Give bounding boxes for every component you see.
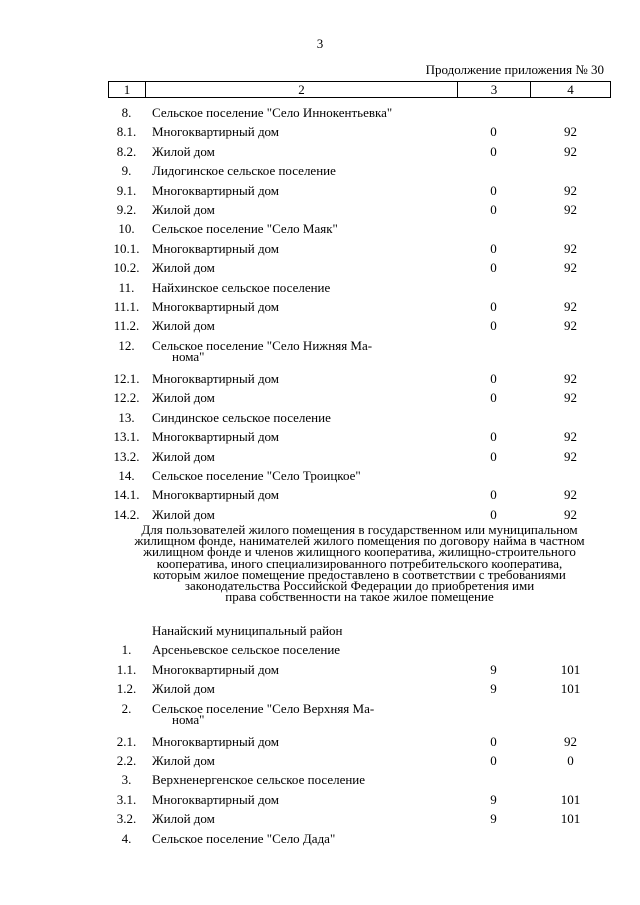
appendix-continuation-label: Продолжение приложения № 30 — [425, 62, 604, 77]
note-line: законодательства Российской Федерации до приобретения ими — [184, 578, 535, 594]
row-value-col4: 92 — [564, 299, 577, 315]
row-value-col3 — [457, 219, 530, 238]
row-value-col3: 9 — [490, 681, 497, 697]
row-name-line: Сельское поселение "Село Дада" — [152, 830, 336, 846]
row-name — [145, 427, 457, 446]
row-name-line: Многоквартирный дом — [152, 124, 280, 140]
row-value-col3: 0 — [490, 733, 497, 749]
row-name — [145, 200, 457, 219]
row-name-line: Многоквартирный дом — [152, 733, 280, 749]
row-value-col3: 0 — [490, 390, 497, 406]
note-line: Для пользователей жилого помещения в государственном или муниципальном — [141, 522, 578, 537]
row-number: 8.1. — [116, 124, 137, 140]
table-row — [108, 181, 611, 200]
row-value-col4 — [530, 408, 611, 427]
row-number: 8.2. — [116, 143, 137, 159]
table-row — [108, 790, 611, 809]
row-number: 2.1. — [116, 733, 137, 749]
row-name-line: Лидогинское сельское поселение — [152, 163, 336, 179]
row-value-col4: 92 — [564, 182, 577, 198]
row-value-col3 — [457, 161, 530, 180]
row-value-col4 — [530, 219, 611, 238]
row-value-col4: 92 — [564, 143, 577, 159]
row-value-col4: 92 — [564, 506, 577, 522]
row-name — [145, 447, 457, 466]
column-header-2: 2 — [146, 82, 458, 97]
row-value-col4 — [530, 336, 611, 369]
row-value-col4: 101 — [560, 811, 581, 827]
column-header-4: 4 — [567, 82, 574, 97]
row-number: 10.2. — [113, 260, 140, 276]
row-number: 13.2. — [113, 448, 140, 464]
row-value-col3: 0 — [490, 299, 497, 315]
row-name-line: Верхненергенское сельское поселение — [152, 772, 366, 788]
table-row — [108, 751, 611, 770]
row-value-col3: 0 — [490, 370, 497, 386]
row-number: 9.2. — [116, 202, 137, 218]
row-value-col3: 0 — [490, 202, 497, 218]
row-name — [145, 790, 457, 809]
row-value-col3 — [457, 640, 530, 659]
row-name — [145, 278, 457, 297]
row-name — [145, 336, 457, 369]
row-number: 13.1. — [113, 429, 140, 445]
row-name-line: Сельское поселение "Село Маяк" — [152, 221, 338, 237]
row-value-col3 — [457, 103, 530, 122]
row-value-col3: 0 — [490, 429, 497, 445]
table-row — [108, 621, 611, 640]
row-name — [145, 122, 457, 141]
table-row — [108, 278, 611, 297]
row-value-col3 — [457, 699, 530, 732]
row-value-col4 — [530, 103, 611, 122]
table-row — [108, 258, 611, 277]
table-row — [108, 219, 611, 238]
row-number: 3.2. — [116, 811, 137, 827]
row-value-col3 — [457, 770, 530, 789]
row-value-col3: 0 — [490, 143, 497, 159]
note-line: которым жилое помещение предоставлено в соответствии с требованиями — [153, 566, 566, 582]
row-name-line: Многоквартирный дом — [152, 791, 280, 807]
row-number: 4. — [121, 830, 132, 846]
row-name — [145, 732, 457, 751]
row-value-col3: 0 — [490, 240, 497, 256]
row-name-line: Многоквартирный дом — [152, 240, 280, 256]
row-value-col3: 0 — [490, 260, 497, 276]
row-number: 3.1. — [116, 791, 137, 807]
row-number: 11.2. — [113, 318, 140, 334]
note-line: жилищном фонде, нанимателей жилого помещения по договору найма в частном — [134, 533, 585, 549]
row-name-line: Жилой дом — [152, 143, 215, 159]
row-name-line: Жилой дом — [152, 448, 215, 464]
table-header-row — [108, 81, 611, 98]
row-name-line: Многоквартирный дом — [152, 370, 280, 386]
table-row — [108, 388, 611, 407]
table-row — [108, 122, 611, 141]
table-row — [108, 369, 611, 388]
row-number: 13. — [118, 409, 135, 425]
table-body-bottom — [108, 621, 611, 848]
row-value-col4 — [530, 829, 611, 848]
row-name-line-continued: нома" — [172, 349, 205, 365]
row-name-line: Многоквартирный дом — [152, 429, 280, 445]
row-value-col3: 9 — [490, 811, 497, 827]
row-value-col3: 0 — [490, 182, 497, 198]
tariff-group-note — [108, 522, 611, 605]
row-value-col4: 101 — [560, 681, 581, 697]
row-value-col4: 92 — [564, 370, 577, 386]
table-row — [108, 103, 611, 122]
row-name-line: Жилой дом — [152, 260, 215, 276]
row-number: 11.1. — [113, 299, 140, 315]
row-value-col4: 92 — [564, 240, 577, 256]
table-row — [108, 427, 611, 446]
row-value-col3 — [457, 278, 530, 297]
row-name — [145, 466, 457, 485]
row-name-line: Многоквартирный дом — [152, 182, 280, 198]
row-number: 14.1. — [113, 487, 140, 503]
table-row — [108, 297, 611, 316]
row-name — [145, 142, 457, 161]
row-name — [145, 316, 457, 335]
row-name — [145, 699, 457, 732]
row-value-col4: 101 — [560, 791, 581, 807]
row-name — [145, 408, 457, 427]
row-number: 14.2. — [113, 506, 140, 522]
table-row — [108, 770, 611, 789]
row-name-line: Нанайский муниципальный район — [152, 623, 343, 638]
table-row — [108, 485, 611, 504]
table-row — [108, 336, 611, 369]
row-value-col4: 92 — [564, 448, 577, 464]
row-name-line: Жилой дом — [152, 390, 215, 406]
row-number: 1.2. — [116, 681, 137, 697]
row-name-line-continued: нома" — [172, 712, 205, 728]
table-row — [108, 239, 611, 258]
table-row — [108, 809, 611, 828]
row-value-col4 — [530, 699, 611, 732]
row-number: 1. — [121, 642, 132, 658]
row-value-col4: 92 — [564, 124, 577, 140]
row-value-col3 — [457, 621, 530, 640]
table-row — [108, 408, 611, 427]
row-name — [145, 369, 457, 388]
row-value-col4: 92 — [564, 260, 577, 276]
table-row — [108, 200, 611, 219]
row-name — [145, 161, 457, 180]
row-name-line: Сельское поселение "Село Верхняя Ма- — [152, 700, 375, 716]
row-number: 10. — [118, 221, 135, 237]
row-value-col3 — [457, 336, 530, 369]
row-value-col3: 0 — [490, 448, 497, 464]
row-name — [145, 829, 457, 848]
note-line: права собственности на такое жилое помещение — [225, 589, 494, 605]
table-row — [108, 161, 611, 180]
row-name-line: Жилой дом — [152, 681, 215, 697]
table-row — [108, 640, 611, 659]
row-value-col4: 92 — [564, 429, 577, 445]
row-name — [145, 621, 457, 640]
row-value-col4 — [530, 621, 611, 640]
row-value-col3: 0 — [490, 506, 497, 522]
row-value-col4: 101 — [560, 661, 581, 677]
row-name-line: Многоквартирный дом — [152, 487, 280, 503]
row-name-line: Сельское поселение "Село Нижняя Ма- — [152, 337, 373, 353]
row-value-col3: 0 — [490, 318, 497, 334]
row-number: 1.1. — [116, 661, 137, 677]
table-body-top — [108, 103, 611, 524]
row-name — [145, 103, 457, 122]
row-value-col4 — [530, 161, 611, 180]
row-name — [145, 239, 457, 258]
row-value-col4: 92 — [564, 318, 577, 334]
row-name-line: Синдинское сельское поселение — [152, 409, 331, 425]
row-name-line: Многоквартирный дом — [152, 661, 280, 677]
row-value-col4 — [530, 640, 611, 659]
row-name — [145, 640, 457, 659]
row-value-col4: 0 — [567, 753, 574, 769]
row-name — [145, 809, 457, 828]
row-value-col3 — [457, 829, 530, 848]
note-line: кооператива, иного специализированного потребительского кооператива, — [156, 555, 563, 571]
row-value-col3 — [457, 408, 530, 427]
table-row — [108, 466, 611, 485]
column-header-1: 1 — [109, 82, 146, 97]
row-value-col3: 0 — [490, 487, 497, 503]
row-number: 9.1. — [116, 182, 137, 198]
row-name-line: Сельское поселение "Село Иннокентьевка" — [152, 105, 393, 120]
row-value-col3: 9 — [490, 661, 497, 677]
row-name — [145, 770, 457, 789]
row-number: 10.1. — [113, 240, 140, 256]
row-value-col4: 92 — [564, 487, 577, 503]
row-name — [145, 219, 457, 238]
table-row — [108, 660, 611, 679]
row-number — [108, 621, 145, 640]
row-name — [145, 660, 457, 679]
row-number: 12.2. — [113, 390, 140, 406]
row-value-col4: 92 — [564, 202, 577, 218]
row-name-line: Многоквартирный дом — [152, 299, 280, 315]
row-number: 12. — [118, 337, 135, 353]
row-name — [145, 751, 457, 770]
table-row — [108, 316, 611, 335]
row-value-col3 — [457, 466, 530, 485]
table-row — [108, 732, 611, 751]
table-row — [108, 679, 611, 698]
row-name-line: Жилой дом — [152, 506, 215, 522]
column-header-3: 3 — [458, 82, 531, 97]
row-name-line: Жилой дом — [152, 318, 215, 334]
row-value-col4: 92 — [564, 390, 577, 406]
row-value-col4 — [530, 278, 611, 297]
note-line: жилищном фонде и членов жилищного кооператива, жилищно-строительного — [143, 544, 576, 560]
row-number: 14. — [118, 467, 135, 483]
row-number: 12.1. — [113, 370, 140, 386]
row-value-col3: 0 — [490, 124, 497, 140]
row-number: 2.2. — [116, 753, 137, 769]
row-name — [145, 181, 457, 200]
row-name — [145, 388, 457, 407]
row-name-line: Арсеньевское сельское поселение — [152, 642, 341, 658]
row-number: 2. — [121, 700, 132, 716]
table-row — [108, 829, 611, 848]
row-name — [145, 679, 457, 698]
row-name — [145, 485, 457, 504]
row-name-line: Жилой дом — [152, 202, 215, 218]
row-value-col3: 9 — [490, 791, 497, 807]
table-row — [108, 142, 611, 161]
row-name-line: Жилой дом — [152, 753, 215, 769]
row-name — [145, 258, 457, 277]
row-name — [145, 297, 457, 316]
page-number: 3 — [316, 36, 324, 51]
row-number: 3. — [121, 772, 132, 788]
row-number: 9. — [121, 163, 132, 179]
row-value-col4 — [530, 770, 611, 789]
row-name-line: Сельское поселение "Село Троицкое" — [152, 467, 361, 483]
row-value-col3: 0 — [490, 753, 497, 769]
row-name-line: Найхинское сельское поселение — [152, 279, 331, 295]
row-number: 8. — [121, 105, 132, 120]
table-row — [108, 447, 611, 466]
row-number: 11. — [118, 279, 135, 295]
table-row — [108, 699, 611, 732]
row-value-col4 — [530, 466, 611, 485]
row-name-line: Жилой дом — [152, 811, 215, 827]
row-value-col4: 92 — [564, 733, 577, 749]
